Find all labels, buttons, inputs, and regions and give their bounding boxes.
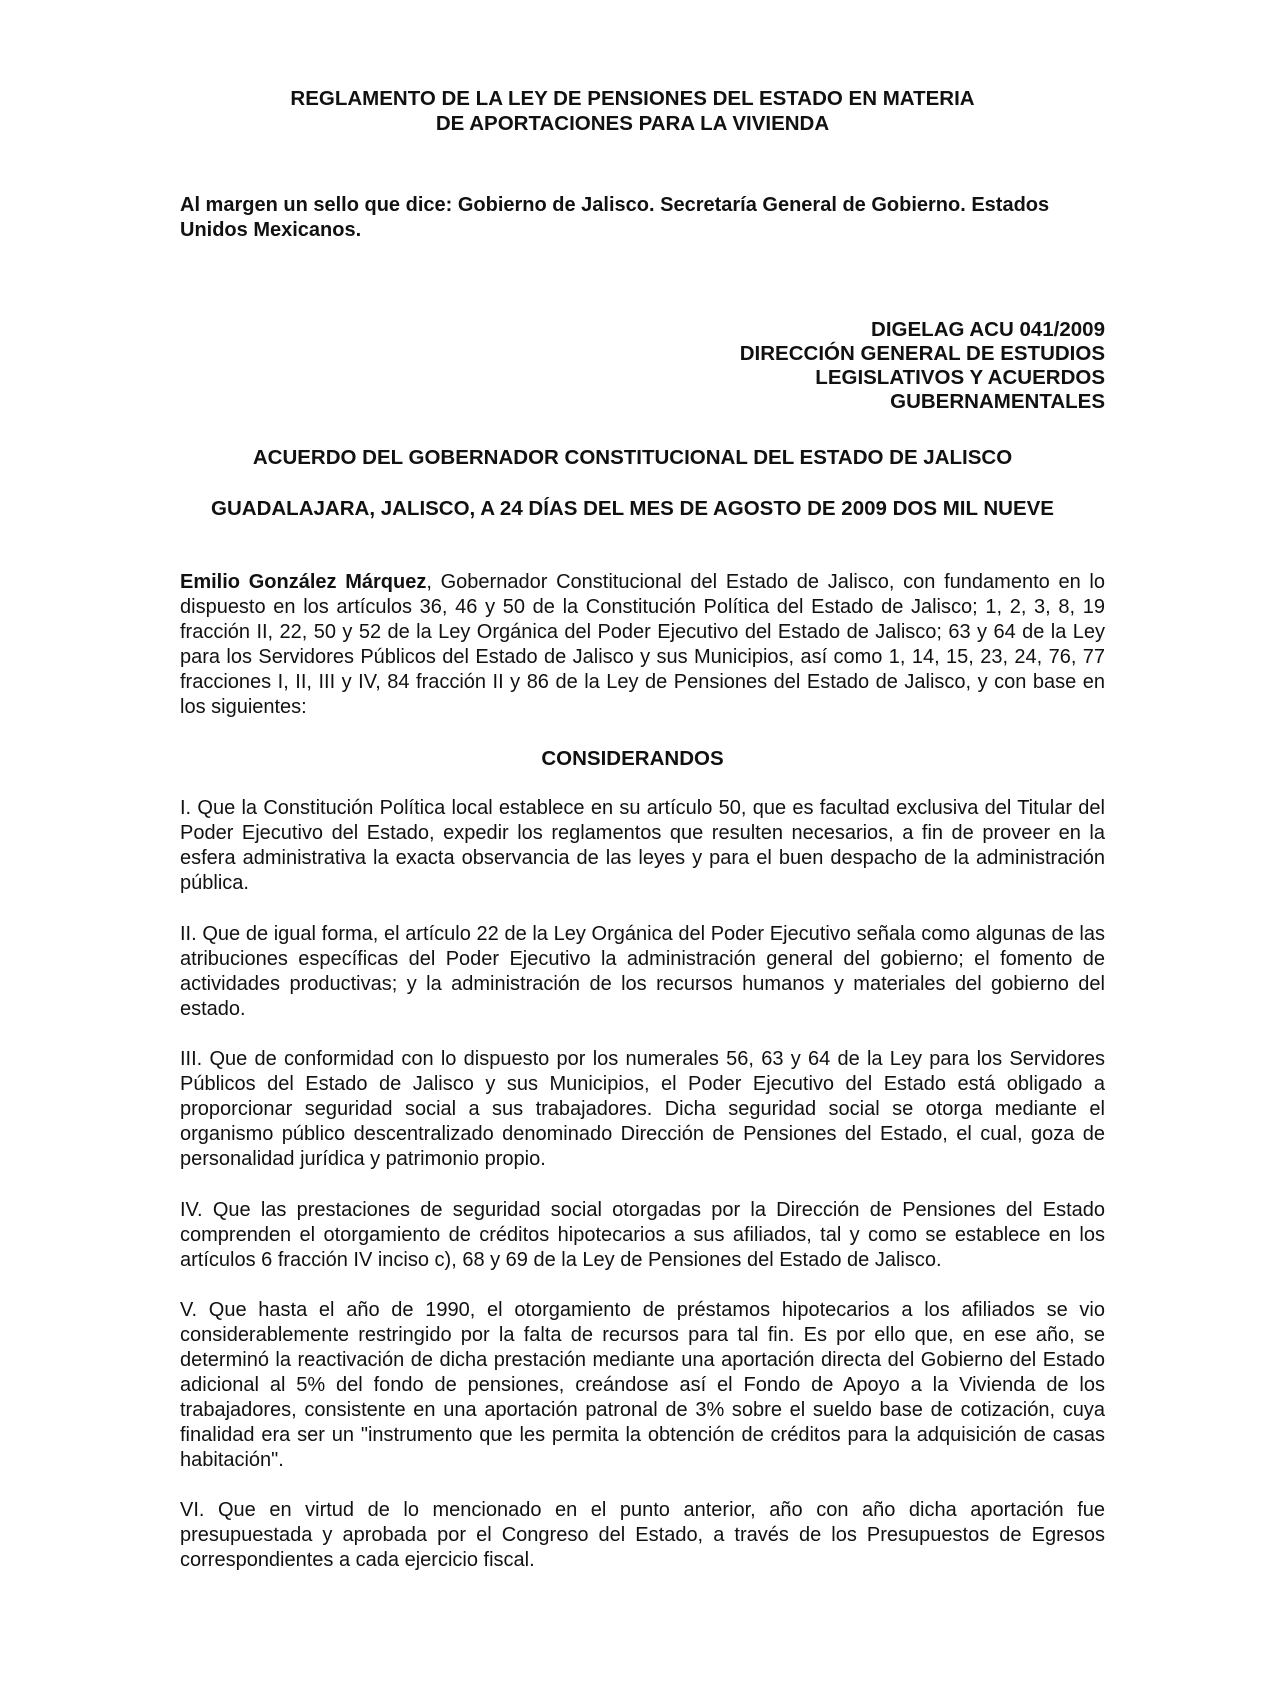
intro-text: , Gobernador Constitucional del Estado de Jalisco, con fundamento en lo dispuesto en los artículos 36, 46 y 50 de la Constitución Política del Estado de Jalisco; 1, 2, 3, 8, 19 fracción II, 22, 50 y 52 de la Ley Orgánica del Poder Ejecutivo del Estado de Jalisco; 63 y 64 de la Ley para los Servidores Públicos del Estado de Jalisco y sus Municipios, así como 1, 14, 15, 23, 24, 76, 77 fracciones I, II, III y IV, 84 fracción II y 86 de la Ley de Pensiones del Estado de Jalisco, y con base en los siguientes:	[180, 571, 1105, 718]
document-title-line-1: REGLAMENTO DE LA LEY DE PENSIONES DEL ESTADO EN MATERIA	[290, 87, 975, 110]
considerandos-heading: CONSIDERANDOS	[541, 747, 724, 770]
governor-name: Emilio González Márquez	[180, 571, 427, 593]
intro-paragraph	[180, 570, 1105, 720]
considerando-item: V. Que hasta el año de 1990, el otorgamiento de préstamos hipotecarios a los afiliados se vio considerablemente restringido por la falta de recursos para tal fin. Es por ello que, en ese año, se determinó la reactivación de dicha prestación mediante una aportación directa del Gobierno del Estado adicional al 5% del fondo de pensiones, creándose así el Fondo de Apoyo a la Vivienda de los trabajadores, consistente en una aportación patronal de 3% sobre el sueldo base de cotización, cuya finalidad era ser un "instrumento que les permita la obtención de créditos para la adquisición de casas habitación".	[180, 1299, 1105, 1471]
reference-code: DIGELAG ACU 041/2009	[871, 318, 1105, 341]
document-title	[160, 86, 1105, 136]
margin-note: Al margen un sello que dice: Gobierno de Jalisco. Secretaría General de Gobierno. Estados Unidos Mexicanos.	[180, 194, 1050, 241]
considerando-item: VI. Que en virtud de lo mencionado en el punto anterior, año con año dicha aportación fue presupuestada y aprobada por el Congreso del Estado, a través de los Presupuestos de Egresos correspondientes a cada ejercicio fiscal.	[180, 1499, 1105, 1571]
document-title-line-2: DE APORTACIONES PARA LA VIVIENDA	[435, 112, 830, 135]
reference-line-2: DIRECCIÓN GENERAL DE ESTUDIOS	[739, 342, 1105, 365]
considerando-item: II. Que de igual forma, el artículo 22 de la Ley Orgánica del Poder Ejecutivo señala como algunas de las atribuciones específicas del Poder Ejecutivo la administración general del gobierno; el fomento de actividades productivas; y la administración de los recursos humanos y materiales del gobierno del estado.	[180, 923, 1105, 1020]
reference-line-4: GUBERNAMENTALES	[890, 390, 1105, 413]
considerando-item: IV. Que las prestaciones de seguridad social otorgadas por la Dirección de Pensiones del Estado comprenden el otorgamiento de créditos hipotecarios a sus afiliados, tal y como se establece en los artículos 6 fracción IV inciso c), 68 y 69 de la Ley de Pensiones del Estado de Jalisco.	[180, 1199, 1105, 1271]
agreement-heading: ACUERDO DEL GOBERNADOR CONSTITUCIONAL DEL ESTADO DE JALISCO	[252, 446, 1013, 469]
reference-line-3: LEGISLATIVOS Y ACUERDOS	[815, 366, 1105, 389]
reference-block	[620, 318, 1105, 414]
date-heading: GUADALAJARA, JALISCO, A 24 DÍAS DEL MES DE AGOSTO DE 2009 DOS MIL NUEVE	[211, 497, 1054, 520]
considerando-item: I. Que la Constitución Política local establece en su artículo 50, que es facultad exclusiva del Titular del Poder Ejecutivo del Estado, expedir los reglamentos que resulten necesarios, a fin de proveer en la esfera administrativa la exacta observancia de las leyes y para el buen despacho de la administración pública.	[180, 797, 1105, 894]
considerando-item: III. Que de conformidad con lo dispuesto por los numerales 56, 63 y 64 de la Ley para los Servidores Públicos del Estado de Jalisco y sus Municipios, el Poder Ejecutivo del Estado está obligado a proporcionar seguridad social a sus trabajadores. Dicha seguridad social se otorga mediante el organismo público descentralizado denominado Dirección de Pensiones del Estado, el cual, goza de personalidad jurídica y patrimonio propio.	[180, 1048, 1105, 1170]
